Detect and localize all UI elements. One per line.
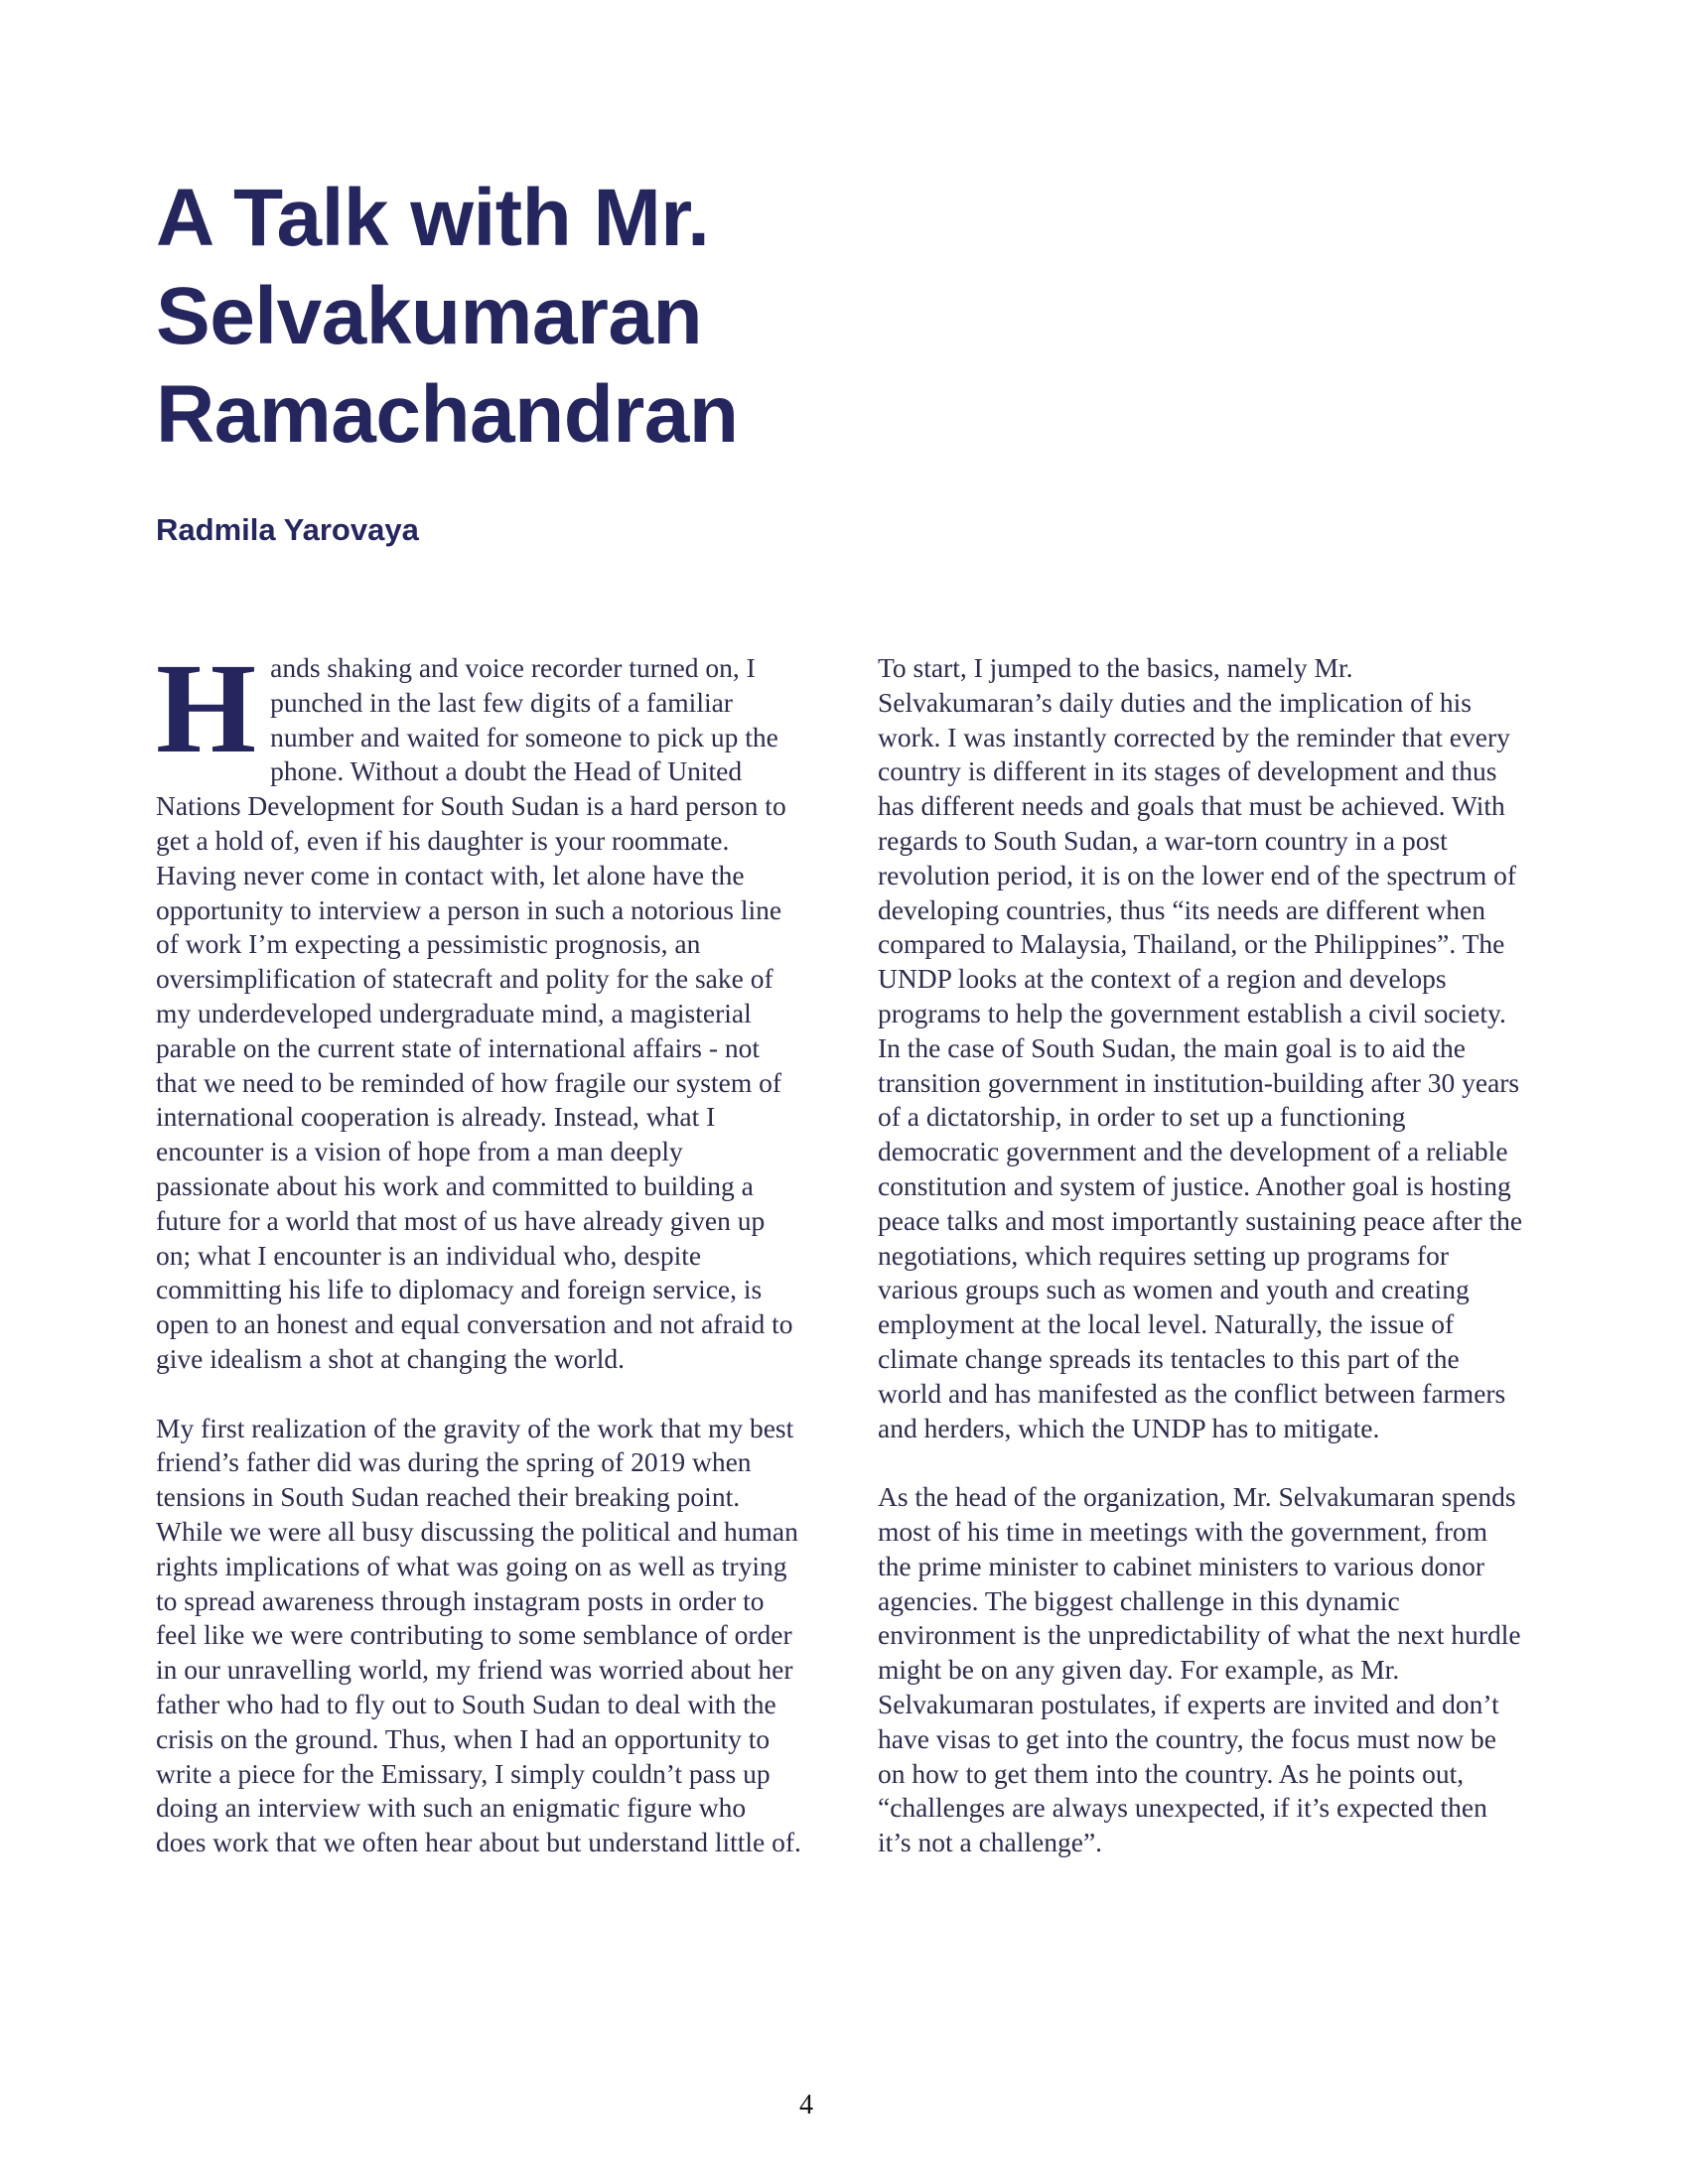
right-paragraph-1: To start, I jumped to the basics, namely Mr. Selvakumaran’s daily duties and the implication of his work. I was instantly corrected by the reminder that every country is different in its stages of development and thus has different needs and goals that must be achieved. With regards to South Sudan, a war-torn country in a post revolution period, it is on the lower end of the spectrum of developing countries, thus “its needs are different when compared to Malaysia, Thailand, or the Philippines”. The UNDP looks at the context of a region and develops programs to help the government establish a civil society. In the case of South Sudan, the main goal is to aid the transition government in institution-building after 30 years of a dictatorship, in order to set up a functioning democratic government and the development of a reliable constitution and system of justice. Another goal is hosting peace talks and most importantly sustaining peace after the negotiations, which requires setting up programs for various groups such as women and youth and creating employment at the local level. Naturally, the issue of climate change spreads its tentacles to this part of the world and has manifested as the conflict between farmers and herders, which the UNDP has to mitigate. (878, 652, 1523, 1443)
left-paragraph-2: My first realization of the gravity of the work that my best friend’s father did was during the spring of 2019 when tensions in South Sudan reached their breaking point. While we were all busy discussing the political and human rights implications of what was going on as well as trying to spread awareness through instagram posts in order to feel like we were contributing to some semblance of order in our unravelling world, my friend was worried about her father who had to fly out to South Sudan to deal with the crisis on the ground. Thus, when I had an opportunity to write a piece for the Emissary, I simply couldn’t pass up doing an interview with such an enigmatic figure who does work that we often hear about but understand little of. (156, 1412, 801, 1858)
article-title (156, 169, 1050, 464)
article-author: Radmila Yarovaya (156, 512, 419, 547)
right-column (878, 651, 1523, 1860)
page-number: 4 (799, 2090, 813, 2120)
right-paragraph-2: As the head of the organization, Mr. Selvakumaran spends most of his time in meetings with the government, from the prime minister to cabinet ministers to various donor agencies. The biggest challenge in this dynamic environment is the unpredictability of what the next hurdle might be on any given day. For example, as Mr. Selvakumaran postulates, if experts are invited and don’t have visas to get into the country, the focus must now be on how to get them into the country. As he points out, “challenges are always unexpected, if it’s expected then it’s not a challenge”. (878, 1481, 1521, 1858)
article-title-line-1: A Talk with Mr. (156, 173, 710, 263)
article-title-line-3: Ramachandran (156, 369, 739, 460)
left-paragraph-1 (156, 637, 801, 1377)
drop-cap: H (156, 637, 257, 780)
article-title-line-2: Selvakumaran (156, 271, 703, 361)
left-column (156, 637, 801, 1860)
left-paragraph-1-text: ands shaking and voice recorder turned on, I punched in the last few digits of a familiar number and waited for someone to pick up the phone. Without a doubt the Head of United Nations Development for South Sudan is a hard person to get a hold of, even if his daughter is your roommate. Having never come in contact with, let alone have the opportunity to interview a person in such a notorious line of work I’m expecting a pessimistic prognosis, an oversimplification of statecraft and polity for the sake of my underdeveloped undergraduate mind, a magisterial parable on the current state of international affairs - not that we need to be reminded of how fragile our system of international cooperation is already. Instead, what I encounter is a vision of hope from a man deeply passionate about his work and committed to building a future for a world that most of us have already given up on; what I encounter is an individual who, despite committing his life to diplomacy and foreign service, is open to an honest and equal conversation and not afraid to give idealism a shot at changing the world. (156, 652, 793, 1374)
